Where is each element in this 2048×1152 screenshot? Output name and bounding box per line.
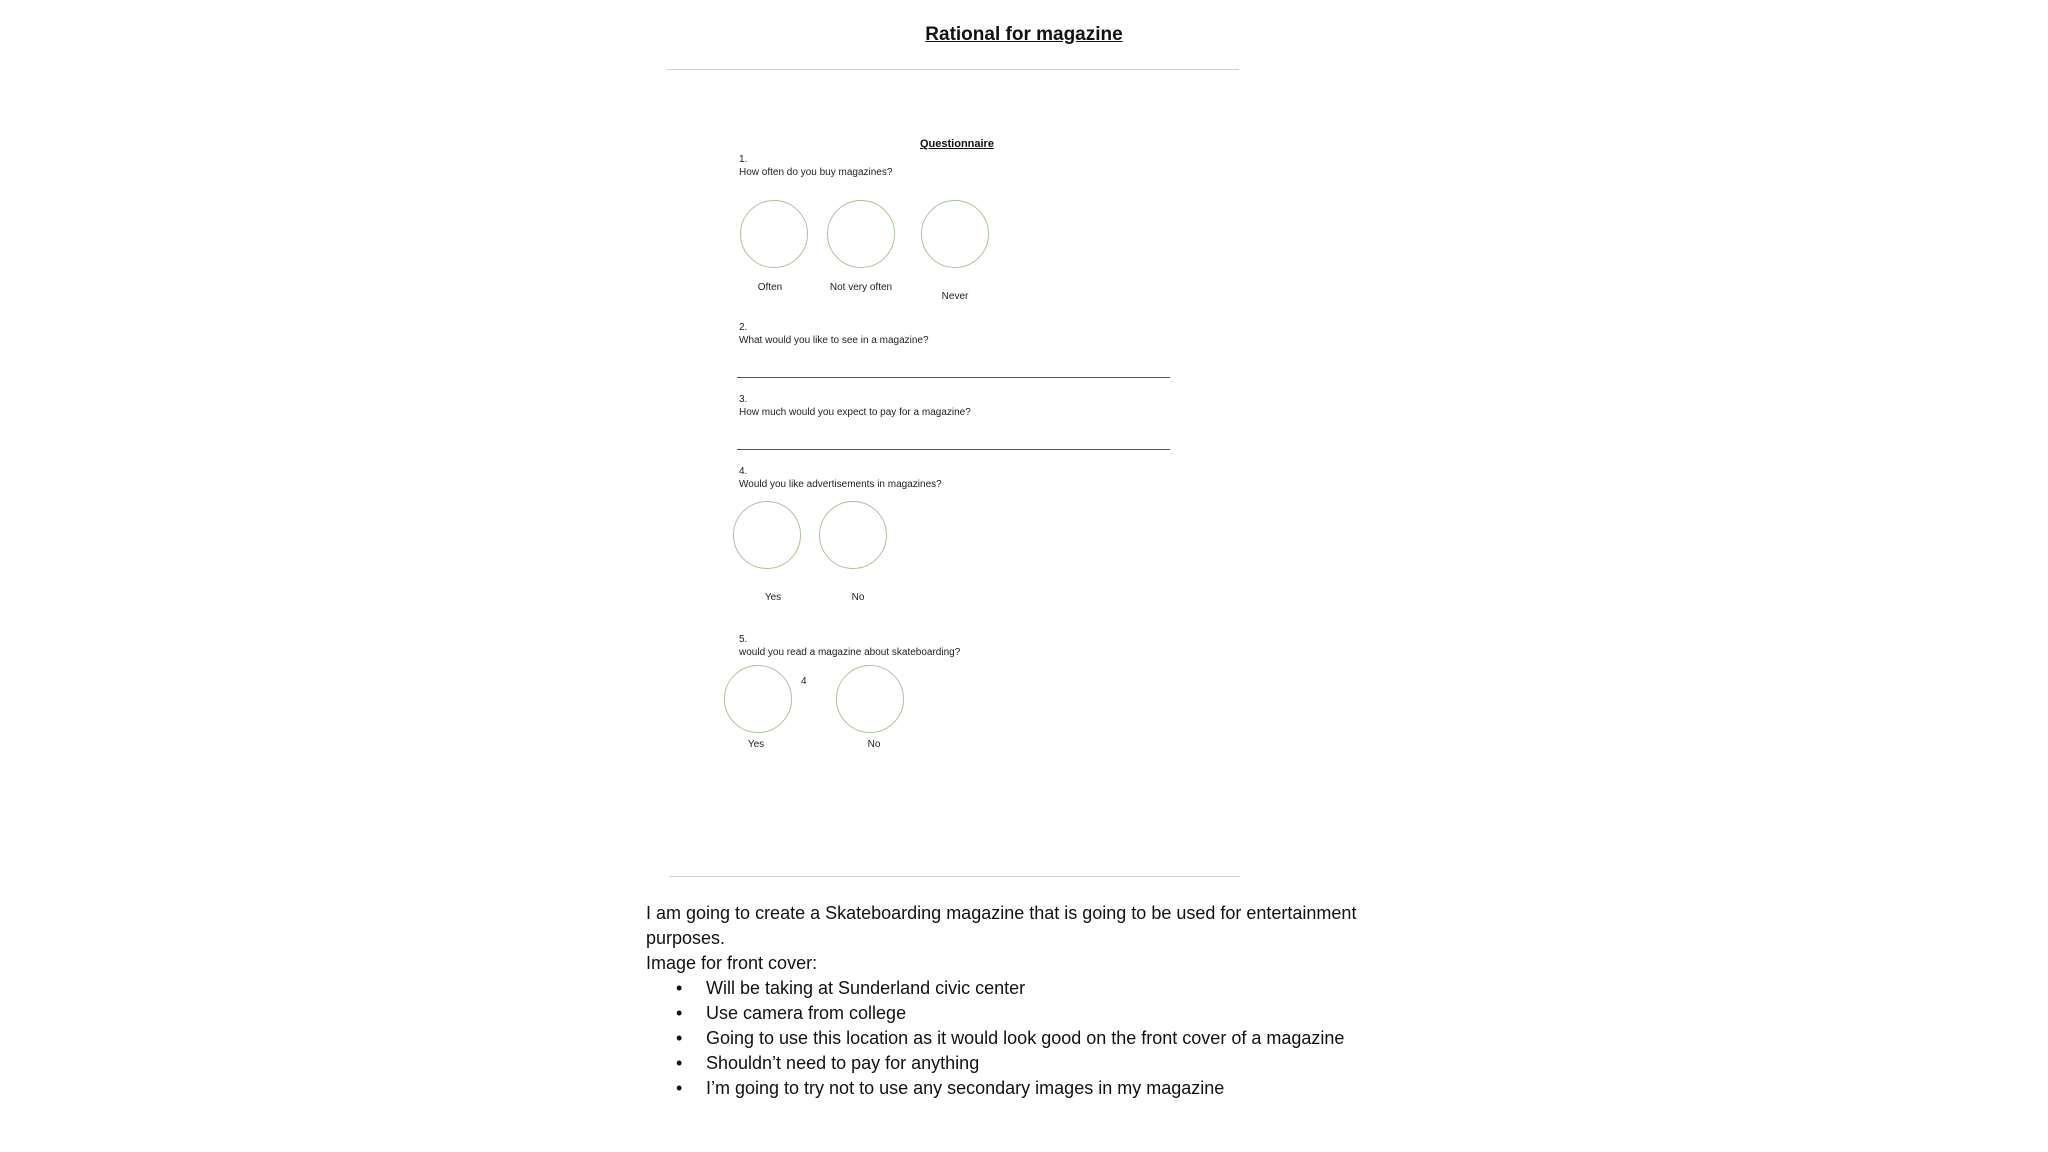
q1-option-never-label: Never (941, 291, 969, 302)
document-title: Rational for magazine (925, 24, 1123, 45)
bottom-divider (669, 876, 1240, 877)
q5-option-no-label: No (867, 739, 881, 750)
bullet-marker: • (676, 1053, 683, 1073)
bullet-marker: • (676, 1078, 683, 1098)
q1-option-never-circle (921, 200, 989, 268)
question-1-text: How often do you buy magazines? (739, 167, 893, 178)
list-item (646, 1001, 1406, 1026)
question-4-text: Would you like advertisements in magazines? (739, 479, 942, 490)
rationale-intro: I am going to create a Skateboarding magazine that is going to be used for entertainment purposes. (646, 903, 1357, 948)
bullet-marker: • (676, 978, 683, 998)
question-3-number: 3. (739, 394, 748, 405)
question-2-text: What would you like to see in a magazine? (739, 335, 929, 346)
q4-option-no-circle (819, 501, 887, 569)
list-item (646, 1076, 1406, 1101)
rationale-subheading: Image for front cover: (646, 953, 818, 973)
question-3-answer-line (737, 449, 1170, 450)
list-item-text: Shouldn’t need to pay for anything (706, 1053, 980, 1073)
rationale-bullet-list (646, 976, 1406, 1101)
question-1-number: 1. (739, 154, 748, 165)
q4-option-yes-label: Yes (764, 592, 782, 603)
rationale-text (646, 901, 1406, 1101)
questionnaire-title: Questionnaire (920, 138, 994, 150)
question-3-text: How much would you expect to pay for a magazine? (739, 407, 971, 418)
q1-option-not-very-often-circle (827, 200, 895, 268)
list-item (646, 976, 1406, 1001)
bullet-marker: • (676, 1003, 683, 1023)
q5-option-no-circle (836, 665, 904, 733)
top-divider (667, 69, 1239, 70)
list-item (646, 1051, 1406, 1076)
question-2-answer-line (737, 377, 1170, 378)
q5-tally-mark: 4 (801, 676, 807, 687)
question-4-number: 4. (739, 466, 748, 477)
list-item-text: I’m going to try not to use any secondary images in my magazine (706, 1078, 1225, 1098)
q4-option-yes-circle (733, 501, 801, 569)
question-2-number: 2. (739, 322, 748, 333)
q4-option-no-label: No (851, 592, 865, 603)
question-5-number: 5. (739, 634, 748, 645)
q5-option-yes-label: Yes (747, 739, 765, 750)
bullet-marker: • (676, 1028, 683, 1048)
list-item (646, 1026, 1406, 1051)
q5-option-yes-circle (724, 665, 792, 733)
q1-option-often-label: Often (757, 282, 783, 293)
list-item-text: Use camera from college (706, 1003, 907, 1023)
question-5-text: would you read a magazine about skateboarding? (739, 647, 961, 658)
list-item-text: Will be taking at Sunderland civic center (706, 978, 1026, 998)
q1-option-often-circle (740, 200, 808, 268)
list-item-text: Going to use this location as it would look good on the front cover of a magazine (706, 1028, 1345, 1048)
q1-option-not-very-often-label: Not very often (829, 282, 893, 293)
